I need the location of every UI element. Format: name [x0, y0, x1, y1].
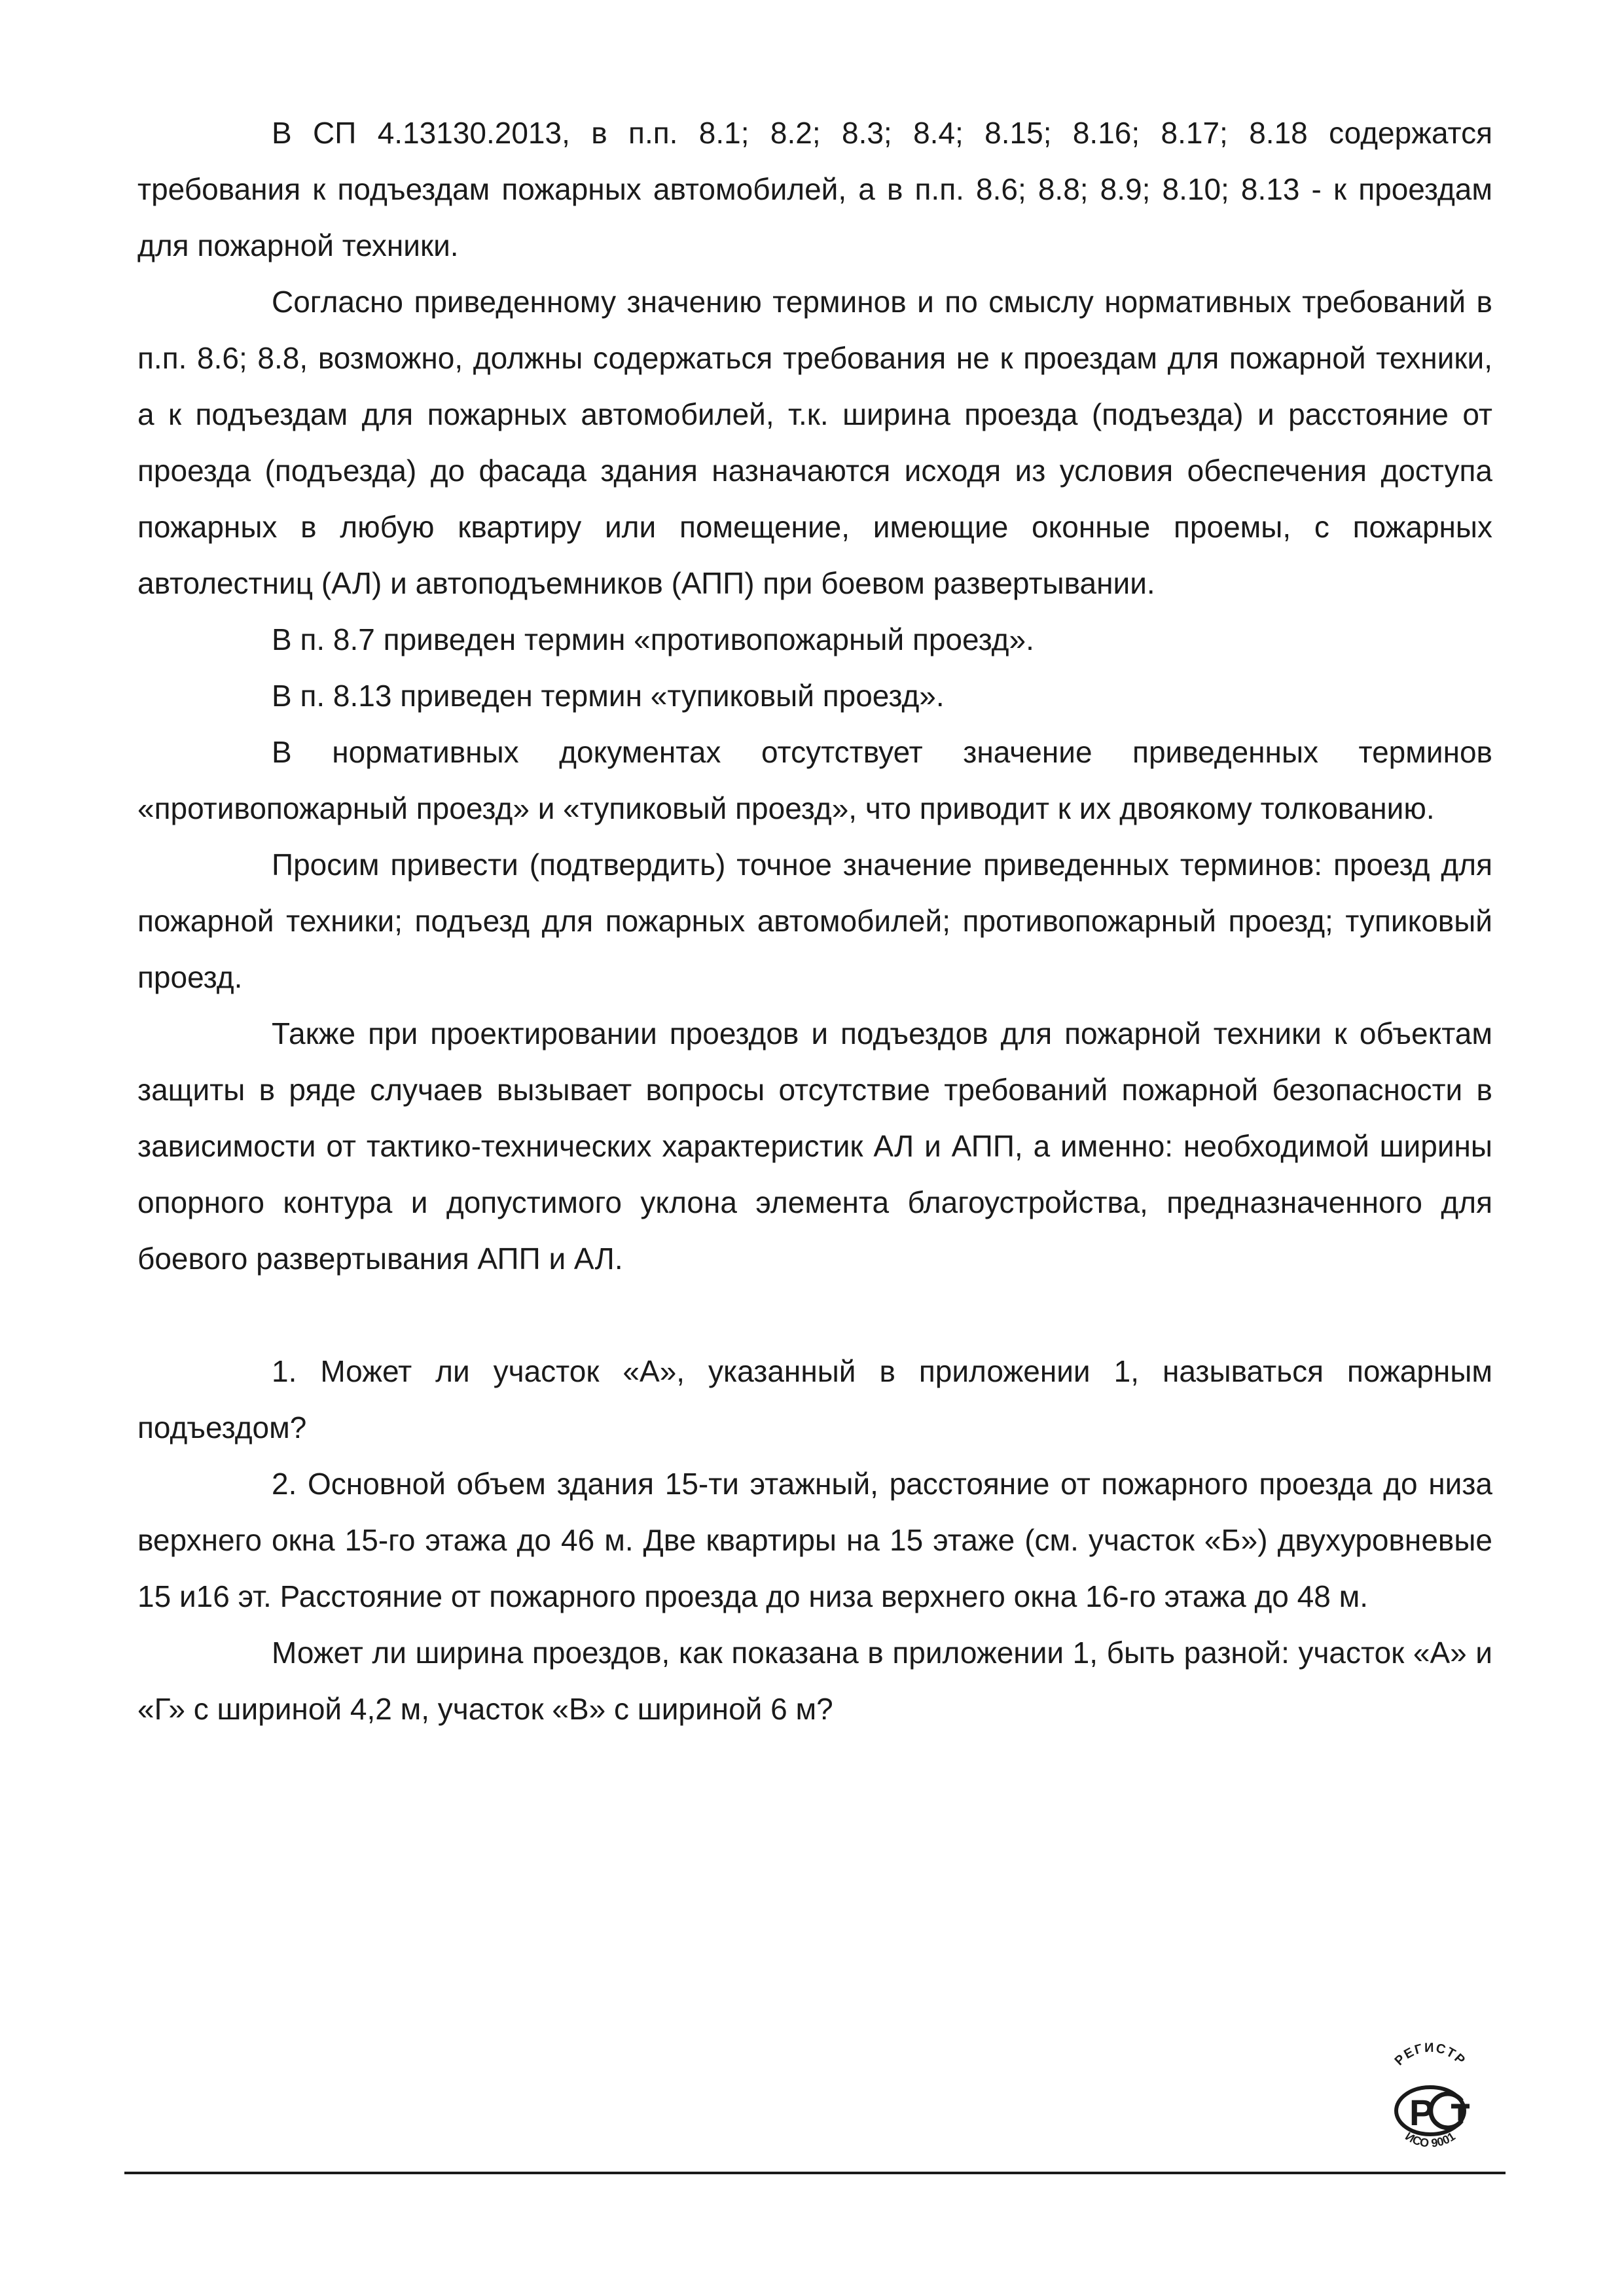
paragraph-terms-meaning: Согласно приведенному значению терминов и по смыслу нормативных требований в п.п. 8.6; 8.8, возможно, должны содержаться требования не к проездам для пожарной техники, а к подъездам для пожарных автомобилей, т.к. ширина проезда (подъезда) и расстояние от проезда (подъезда) до фасада здания назначаются исходя из условия обеспечения доступа пожарных в любую квартиру или помещение, имеющие оконные проемы, с пожарных автолестниц (АЛ) и автоподъемников (АПП) при боевом развертывании. — [137, 285, 1492, 600]
paragraph-missing-definitions: В нормативных документах отсутствует значение приведенных терминов «противопожарный проезд» и «тупиковый проезд», что приводит к их двоякому толкованию. — [137, 735, 1492, 825]
question-1: 1. Может ли участок «А», указанный в приложении 1, называться пожарным подъездом? — [137, 1354, 1492, 1444]
paragraph-sp-requirements: В СП 4.13130.2013, в п.п. 8.1; 8.2; 8.3; 8.4; 8.15; 8.16; 8.17; 8.18 содержатся требования к подъездам пожарных автомобилей, а в п.п. 8.6; 8.8; 8.9; 8.10; 8.13 - к проездам для пожарной техники. — [137, 116, 1492, 262]
question-3: Может ли ширина проездов, как показана в приложении 1, быть разной: участок «А» и «Г» с шириной 4,2 м, участок «В» с шириной 6 м? — [137, 1636, 1492, 1726]
paragraph-term-dead-end: В п. 8.13 приведен термин «тупиковый проезд». — [272, 679, 945, 713]
svg-text:Р: Р — [1409, 2092, 1434, 2133]
paragraph-term-fire-passage: В п. 8.7 приведен термин «противопожарный проезд». — [272, 622, 1034, 656]
stamp-bottom-text: ИСО 9001 — [1403, 2129, 1458, 2150]
svg-text:РЕГИСТР — [1392, 2041, 1469, 2068]
paragraph-request: Просим привести (подтвердить) точное значение приведенных терминов: проезд для пожарной техники; подъезд для пожарных автомобилей; противопожарный проезд; тупиковый проезд. — [137, 848, 1492, 994]
stamp-top-text: РЕГИСТР — [1392, 2040, 1469, 2069]
document-body — [137, 105, 1492, 1737]
certification-stamp-icon — [1365, 2029, 1496, 2160]
footer-divider — [124, 2172, 1506, 2174]
question-2: 2. Основной объем здания 15-ти этажный, расстояние от пожарного проезда до низа верхнего окна 15-го этажа до 46 м. Две квартиры на 15 этаже (см. участок «Б») двухуровневые 15 и16 эт. Расстояние от пожарного проезда до низа верхнего окна 16-го этажа до 48 м. — [137, 1467, 1492, 1613]
paragraph-design-questions: Также при проектировании проездов и подъездов для пожарной техники к объектам защиты в ряде случаев вызывает вопросы отсутствие требований пожарной безопасности в зависимости от тактико-технических характеристик АЛ и АПП, а именно: необходимой ширины опорного контура и допустимого уклона элемента благоустройства, предназначенного для боевого развертывания АПП и АЛ. — [137, 1016, 1492, 1276]
